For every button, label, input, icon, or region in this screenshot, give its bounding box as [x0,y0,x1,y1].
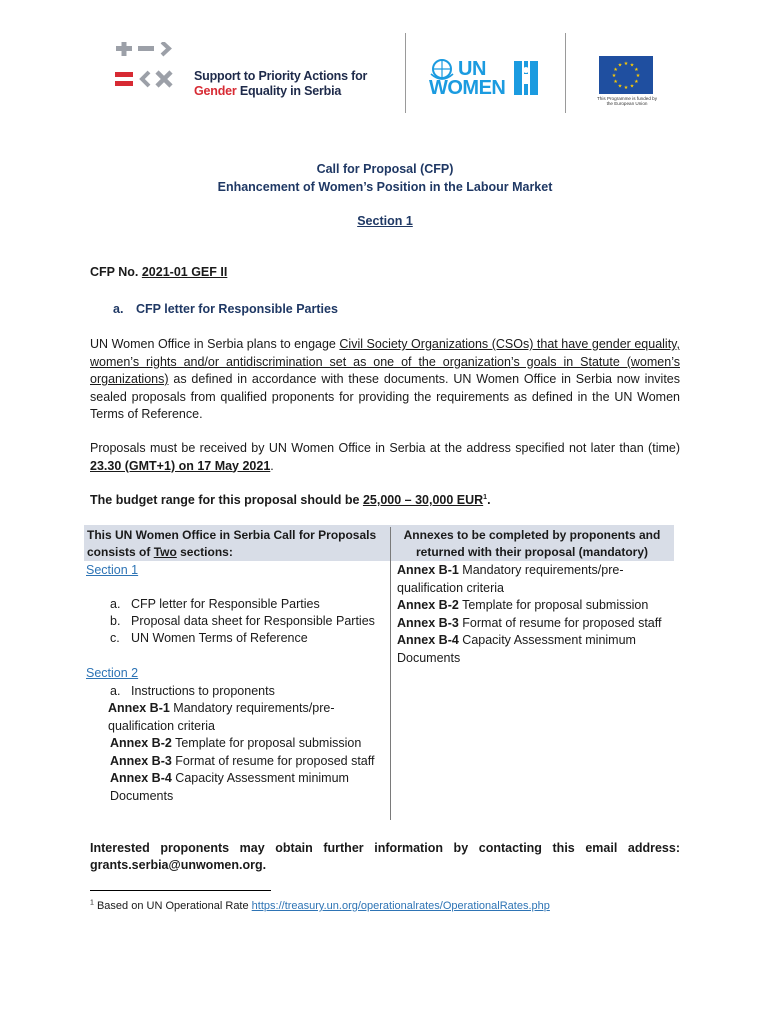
eu-star-icon: ★ [634,67,639,73]
list-item [108,770,350,805]
table-header-left-b: sections: [176,545,233,559]
annex-code: Annex B-1 [397,563,459,577]
annex-text: Format of resume for proposed staff [458,615,662,630]
un-women-women: WOMEN [429,77,506,99]
annex-text: Template for proposal submission [458,598,649,612]
list-item [397,615,667,633]
eu-star-icon: ★ [635,73,641,79]
budget-value: 25,000 – 30,000 EUR [362,493,484,507]
table-header-left-a: This UN Women Office in Serbia Call for Proposals consists of [87,528,377,559]
eu-flag-icon [599,56,653,94]
annex-text: Template for proposal submission [171,736,362,750]
sections-table-header [84,525,674,561]
eu-star-icon: ★ [623,61,629,67]
cfp-number-value: 2021-01 GEF II [141,265,228,279]
table-section2-link[interactable]: Section 2 [86,666,139,680]
annex-text: Mandatory requirements/pre-qualification criteria [397,563,624,595]
intro-start: UN Women Office in Serbia plans to engage [90,337,340,351]
table-header-right: Annexes to be completed by proponents and returned with their proposal (mandatory) [403,528,661,559]
deadline-value: 23.30 (GMT+1) on 17 May 2021 [90,458,271,473]
footnote [90,899,550,913]
contact-email[interactable]: grants.serbia@unwomen.org [90,858,263,872]
footnote-text: Based on UN Operational Rate [93,900,252,912]
cfp-subheading-text: CFP letter for Responsible Parties [136,302,338,316]
program-title-gender: Gender [194,84,237,98]
list-item [108,753,383,771]
list-item-marker: b. [110,614,121,628]
eu-funding-caption: This Programme is funded by the European Union [597,96,657,107]
budget-footnote-mark[interactable]: 1 [483,493,488,501]
list-item [108,735,383,753]
annex-code: Annex B-3 [110,753,172,768]
list-item-text: Instructions to proponents [131,684,275,698]
eu-star-icon: ★ [629,62,635,69]
list-item-marker: a. [110,684,121,698]
table-header-left [87,527,387,561]
annex-text: Capacity Assessment minimum Documents [110,771,349,803]
table-header-left-two: Two [153,545,177,559]
doc-title: Call for Proposal (CFP) [316,162,454,176]
contact-end: . [262,858,267,872]
list-item [108,700,383,735]
table-section1-link[interactable]: Section 1 [86,563,139,577]
right-annex-list [397,562,667,667]
list-item-text: UN Women Terms of Reference [131,631,308,645]
annex-text: Mandatory requirements/pre-qualification criteria [108,701,335,733]
list-item [397,562,667,597]
un-women-logo [428,58,546,100]
logo-divider-2 [565,33,566,113]
program-title [194,69,404,99]
annex-code: Annex B-3 [397,615,459,630]
program-title-line2 [194,84,404,99]
list-item [397,597,667,615]
budget-end: . [487,493,491,507]
eu-logo [597,56,655,111]
annex-code: Annex B-2 [110,736,172,750]
list-item-marker: c. [110,631,120,645]
left-annex-list [108,700,383,805]
eu-star-icon: ★ [629,83,635,90]
table-column-divider [390,527,391,820]
cfp-number-label: CFP No. [90,265,142,279]
eu-star-icon: ★ [613,67,618,73]
program-title-line1: Support to Priority Actions for [194,69,368,83]
annex-code: Annex B-4 [110,771,172,785]
logo-divider [405,33,406,113]
deadline-end: . [270,458,274,473]
intro-paragraph [90,336,680,424]
deadline-start: Proposals must be received by UN Women Office in Serbia at the address specified not later than (time) [90,441,680,455]
cfp-subheading-marker: a. [113,302,124,316]
section-heading: Section 1 [357,214,413,228]
annex-code: Annex B-4 [397,633,459,647]
intro-cso-definition: Civil Society Organizations (CSOs) that have gender equality, women’s rights and/or antidiscrimination set as one of the organization’s goals in Statute (women’s organizations) [90,337,680,386]
budget-start: The budget range for this proposal should be [90,493,363,507]
women-figure-icon [512,61,540,97]
contact-email-line [90,857,266,875]
eu-star-icon: ★ [634,79,639,85]
deadline-paragraph [90,440,680,475]
footnote-separator [90,890,271,891]
annex-text: Capacity Assessment minimum Documents [397,633,636,665]
eu-star-icon: ★ [613,79,618,85]
list-item-marker: a. [110,597,121,611]
doc-subtitle: Enhancement of Women’s Position in the Labour Market [217,180,553,194]
eu-star-icon: ★ [617,62,623,69]
eu-star-icon: ★ [617,83,623,90]
contact-text: Interested proponents may obtain further information by contacting this email address: [90,841,680,855]
annex-code: Annex B-1 [108,701,170,715]
program-symbol-icon [112,42,184,102]
list-item-text: CFP letter for Responsible Parties [131,597,320,611]
eu-star-icon: ★ [623,85,629,91]
list-item [397,632,637,667]
program-logo [112,42,392,102]
footnote-mark: 1 [90,899,94,907]
budget-line [90,492,680,510]
annex-text: Format of resume for proposed staff [171,753,375,768]
cfp-subheading [113,301,123,319]
cfp-number [90,264,227,282]
footnote-link[interactable]: https://treasury.un.org/operationalrates/OperationalRates.php [251,900,550,912]
annex-code: Annex B-2 [397,598,459,612]
list-item-text: Proposal data sheet for Responsible Parties [131,614,375,628]
intro-end: as defined in accordance with these documents. UN Women Office in Serbia now invites sealed proposals from qualified proponents for providing the requirements as defined in the UN Women Terms of Reference. [90,372,680,421]
eu-star-icon: ★ [611,73,617,79]
un-women-un: UN [458,58,486,80]
program-title-rest: Equality in Serbia [236,84,342,98]
